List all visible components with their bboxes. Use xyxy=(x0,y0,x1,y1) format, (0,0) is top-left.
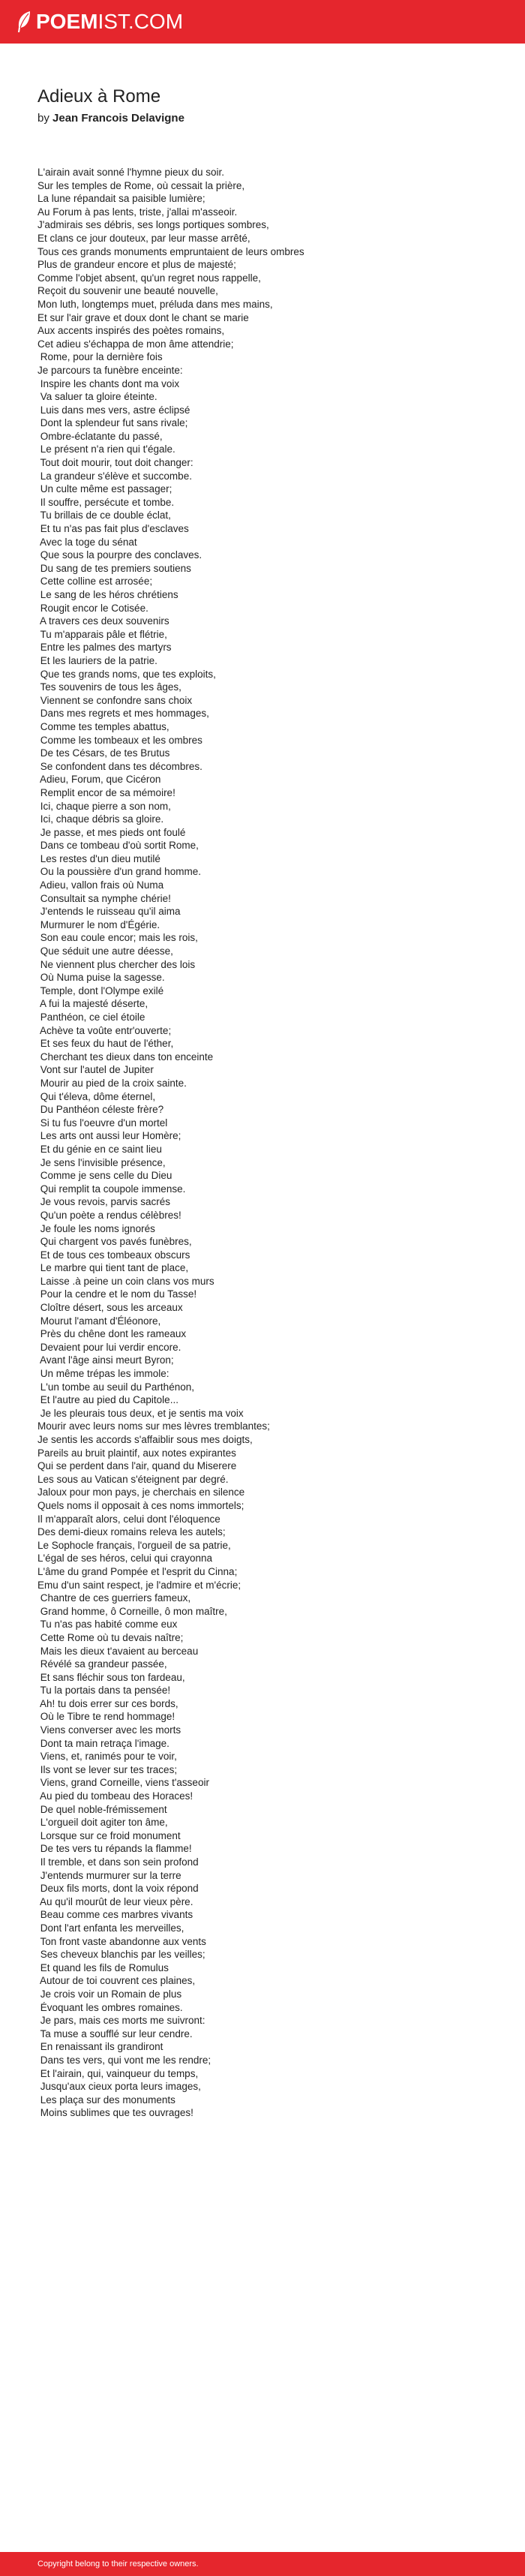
poem-line: Et sur l'air grave et doux dont le chant se marie xyxy=(38,311,249,323)
poem-line: Dont l'art enfanta les merveilles, xyxy=(38,1922,184,1934)
poem-line: Viens, et, ranimés pour te voir, xyxy=(38,1751,177,1763)
poem-line: Et sans fléchir sous ton fardeau, xyxy=(38,1671,185,1683)
poem-line: Tu m'apparais pâle et flétrie, xyxy=(38,628,167,640)
poem-line: Luis dans mes vers, astre éclipsé xyxy=(38,404,190,416)
poem-line: Avant l'âge ainsi meurt Byron; xyxy=(38,1354,174,1366)
logo-light: IST.COM xyxy=(98,10,184,33)
poem-line: Mourut l'amant d'Éléonore, xyxy=(38,1315,161,1327)
poem-line: Où le Tibre te rend hommage! xyxy=(38,1711,176,1723)
poem-line: Dont la splendeur fut sans rivale; xyxy=(38,417,188,429)
poem-line: Cette Rome où tu devais naître; xyxy=(38,1631,184,1643)
poem-line: Comme les tombeaux et les ombres xyxy=(38,734,202,746)
poem-line: Et de tous ces tombeaux obscurs xyxy=(38,1249,190,1261)
poem-line: Dans tes vers, qui vont me les rendre; xyxy=(38,2054,212,2066)
poem-line: J'entends le ruisseau qu'il aima xyxy=(38,906,181,918)
logo-bold: POEM xyxy=(36,10,98,33)
poem-line: En renaissant ils grandiront xyxy=(38,2041,164,2053)
poem-line: Et quand les fils de Romulus xyxy=(38,1961,169,1973)
poem-line: Je crois voir un Romain de plus xyxy=(38,1988,182,2000)
poem-line: Qui se perdent dans l'air, quand du Miserere xyxy=(38,1460,237,1472)
poem-line: Cloître désert, sous les arceaux xyxy=(38,1302,183,1314)
poem-line: Et clans ce jour douteux, par leur masse arrêté, xyxy=(38,232,250,244)
poem-line: Mourir au pied de la croix sainte. xyxy=(38,1077,187,1089)
poem-line: Moins sublimes que tes ouvrages! xyxy=(38,2107,194,2119)
poem-body xyxy=(38,166,510,2120)
poem-line: A fui la majesté déserte, xyxy=(38,998,148,1010)
poem-line: Le sang de les héros chrétiens xyxy=(38,589,178,600)
poem-line: L'un tombe au seuil du Parthénon, xyxy=(38,1381,194,1393)
logo-text xyxy=(36,10,183,34)
poem-line: Si tu fus l'oeuvre d'un mortel xyxy=(38,1117,168,1129)
poem-line: Tout doit mourir, tout doit changer: xyxy=(38,457,194,469)
poem-line: Au qu'il mourût de leur vieux père. xyxy=(38,1895,194,1907)
poem-line: Achève ta voûte entr'ouverte; xyxy=(38,1024,172,1036)
poem-line: Temple, dont l'Olympe exilé xyxy=(38,984,164,996)
poem-line: Ah! tu dois errer sur ces bords, xyxy=(38,1697,178,1709)
poem-line: Je les pleurais tous deux, et je sentis ma voix xyxy=(38,1407,244,1419)
poem-line: Tous ces grands monuments empruntaient de leurs ombres xyxy=(38,245,304,257)
poem-line: Au pied du tombeau des Horaces! xyxy=(38,1790,194,1802)
poem-line: Cet adieu s'échappa de mon âme attendrie; xyxy=(38,338,234,350)
poem-line: Beau comme ces marbres vivants xyxy=(38,1909,194,1921)
poem-line: La lune répandait sa paisible lumière; xyxy=(38,193,206,205)
poem-line: Mon luth, longtemps muet, préluda dans mes mains, xyxy=(38,298,273,310)
poem-line: Laisse .à peine un coin clans vos murs xyxy=(38,1275,214,1287)
feather-icon xyxy=(16,11,32,33)
poem-line: Cette colline est arrosée; xyxy=(38,576,153,588)
poem-line: Qu'un poète a rendus célèbres! xyxy=(38,1209,182,1221)
poem-line: Ombre-éclatante du passé, xyxy=(38,430,163,442)
poem-line: Qui t'éleva, dôme éternel, xyxy=(38,1090,156,1102)
poem-line: Comme je sens celle du Dieu xyxy=(38,1170,172,1182)
poem-line: Tu brillais de ce double éclat, xyxy=(38,509,171,522)
poem-line: Tu la portais dans ta pensée! xyxy=(38,1685,171,1697)
poem-line: Rome, pour la dernière fois xyxy=(38,351,163,363)
poem-line: Pour la cendre et le nom du Tasse! xyxy=(38,1288,197,1300)
poem-line: Va saluer ta gloire éteinte. xyxy=(38,391,158,403)
poem-line: Vont sur l'autel de Jupiter xyxy=(38,1064,154,1076)
poem-line: Et du génie en ce saint lieu xyxy=(38,1143,162,1155)
poem-line: Je parcours ta funèbre enceinte: xyxy=(38,364,183,376)
copyright-text: Copyright belong to their respective owners. xyxy=(38,2559,199,2568)
poem-line: Mourir avec leurs noms sur mes lèvres tremblantes; xyxy=(38,1420,270,1432)
poem-line: Viens, grand Corneille, viens t'asseoir xyxy=(38,1777,209,1789)
poem-line: Et l'airain, qui, vainqueur du temps, xyxy=(38,2067,199,2079)
poem-line: Dont ta main retraça l'image. xyxy=(38,1737,170,1749)
poem-line: Comme l'objet absent, qu'un regret nous rappelle, xyxy=(38,272,261,284)
poem-line: Ici, chaque débris sa gloire. xyxy=(38,813,164,825)
poem-line: Au Forum à pas lents, triste, j'allai m'asseoir. xyxy=(38,206,238,218)
poem-line: La grandeur s'élève et succombe. xyxy=(38,470,192,482)
poem-line: Jaloux pour mon pays, je cherchais en silence xyxy=(38,1486,245,1498)
poem-line: Remplit encor de sa mémoire! xyxy=(38,786,176,798)
poem-line: Les plaça sur des monuments xyxy=(38,2094,176,2106)
poem-line: Deux fils morts, dont la voix répond xyxy=(38,1883,199,1895)
poem-line: Aux accents inspirés des poètes romains, xyxy=(38,325,225,337)
byline xyxy=(38,111,184,126)
poem-line: Ton front vaste abandonne aux vents xyxy=(38,1935,206,1947)
poem-line: Que séduit une autre déesse, xyxy=(38,945,173,957)
poem-line: Jusqu'aux cieux porta leurs images, xyxy=(38,2081,201,2093)
poem-line: L'orgueil doit agiter ton âme, xyxy=(38,1817,168,1829)
poem-line: Comme tes temples abattus, xyxy=(38,720,170,732)
poem-line: Je passe, et mes pieds ont foulé xyxy=(38,826,186,838)
poem-line: Mais les dieux t'avaient au berceau xyxy=(38,1645,199,1657)
poem-line: Et ses feux du haut de l'éther, xyxy=(38,1038,174,1050)
poem-line: De tes vers tu répands la flamme! xyxy=(38,1843,192,1855)
poem-line: Panthéon, ce ciel étoile xyxy=(38,1011,146,1023)
poem-line: J'admirais ses débris, ses longs portiques sombres, xyxy=(38,219,269,231)
poem-line: Je vous revois, parvis sacrés xyxy=(38,1196,171,1208)
poem-line: L'âme du grand Pompée et l'esprit du Cinna; xyxy=(38,1565,238,1577)
poem-line: De quel noble-frémissement xyxy=(38,1803,167,1815)
poem-line: Du Panthéon céleste frère? xyxy=(38,1104,164,1116)
poem-line: Ils vont se lever sur tes traces; xyxy=(38,1763,178,1775)
poem-line: L'égal de ses héros, celui qui crayonna xyxy=(38,1553,212,1565)
poem-line: De tes Césars, de tes Brutus xyxy=(38,747,170,759)
poem-line: Ta muse a soufflé sur leur cendre. xyxy=(38,2027,193,2039)
poem-line: Autour de toi couvrent ces plaines, xyxy=(38,1975,196,1987)
poem-line: Dans ce tombeau d'où sortit Rome, xyxy=(38,840,199,852)
poem-line: Je sens l'invisible présence, xyxy=(38,1156,166,1168)
poem-line: Inspire les chants dont ma voix xyxy=(38,377,180,389)
poem-title: Adieux à Rome xyxy=(38,86,161,107)
footer xyxy=(0,2552,525,2576)
poem-line: Dans mes regrets et mes hommages, xyxy=(38,708,209,720)
poem-line: Et l'autre au pied du Capitole... xyxy=(38,1394,178,1406)
poem-line: Que sous la pourpre des conclaves. xyxy=(38,549,202,561)
poem-line: Ou la poussière d'un grand homme. xyxy=(38,866,201,878)
poem-line: A travers ces deux souvenirs xyxy=(38,615,170,627)
poem-line: Se confondent dans tes décombres. xyxy=(38,760,202,772)
poem-line: Qui remplit ta coupole immense. xyxy=(38,1183,186,1195)
poem-line: Viennent se confondre sans choix xyxy=(38,694,193,706)
poem-line: Et tu n'as pas fait plus d'esclaves xyxy=(38,523,189,535)
poem-line: Un culte même est passager; xyxy=(38,483,172,495)
poem-line: Devaient pour lui verdir encore. xyxy=(38,1341,182,1353)
poem-line: Près du chêne dont les rameaux xyxy=(38,1328,187,1340)
poem-line: Adieu, Forum, que Cicéron xyxy=(38,774,161,786)
poem-line: Un même trépas les immole: xyxy=(38,1368,170,1380)
poem-line: Cherchant tes dieux dans ton enceinte xyxy=(38,1051,214,1063)
poem-line: Révélé sa grandeur passée, xyxy=(38,1658,167,1670)
poem-line: Murmurer le nom d'Égérie. xyxy=(38,918,160,930)
poem-line: Je pars, mais ces morts me suivront: xyxy=(38,2015,206,2027)
poem-line: Emu d'un saint respect, je l'admire et m'écrie; xyxy=(38,1579,242,1591)
poem-line: L'airain avait sonné l'hymne pieux du soir. xyxy=(38,167,225,178)
poem-line: Évoquant les ombres romaines. xyxy=(38,2001,183,2013)
poem-line: Son eau coule encor; mais les rois, xyxy=(38,932,198,944)
poem-line: Grand homme, ô Corneille, ô mon maître, xyxy=(38,1605,227,1617)
poem-line: Du sang de tes premiers soutiens xyxy=(38,562,191,574)
poem-line: Le présent n'a rien qui t'égale. xyxy=(38,443,176,455)
poem-line: Plus de grandeur encore et plus de majesté; xyxy=(38,259,236,271)
poem-line: Qui chargent vos pavés funèbres, xyxy=(38,1236,192,1248)
poem-line: Entre les palmes des martyrs xyxy=(38,642,172,654)
poem-line: J'entends murmurer sur la terre xyxy=(38,1869,182,1881)
poem-line: Je sentis les accords s'affaiblir sous mes doigts, xyxy=(38,1434,253,1445)
site-logo[interactable] xyxy=(16,10,183,34)
poem-line: Où Numa puise la sagesse. xyxy=(38,972,165,984)
poem-line: Il tremble, et dans son sein profond xyxy=(38,1856,199,1868)
poem-line: Tu n'as pas habité comme eux xyxy=(38,1619,178,1631)
poem-line: Que tes grands noms, que tes exploits, xyxy=(38,668,216,680)
poem-line: Je foule les noms ignorés xyxy=(38,1222,155,1234)
poem-line: Et les lauriers de la patrie. xyxy=(38,654,158,666)
poem-line: Ne viennent plus chercher des lois xyxy=(38,958,196,970)
poem-line: Tes souvenirs de tous les âges, xyxy=(38,681,182,693)
poem-line: Ses cheveux blanchis par les veilles; xyxy=(38,1949,206,1961)
author-link[interactable]: Jean Francois Delavigne xyxy=(52,112,184,125)
poem-line: Il souffre, persécute et tombe. xyxy=(38,496,175,508)
poem-line: Le marbre qui tient tant de place, xyxy=(38,1262,189,1274)
poem-line: Il m'apparaît alors, celui dont l'éloquence xyxy=(38,1513,220,1525)
poem-line: Les arts ont aussi leur Homère; xyxy=(38,1130,182,1142)
poem-line: Ici, chaque pierre a son nom, xyxy=(38,800,171,812)
poem-line: Sur les temples de Rome, où cessait la prière, xyxy=(38,179,245,191)
poem-line: Avec la toge du sénat xyxy=(38,536,137,548)
poem-line: Pareils au bruit plaintif, aux notes expirantes xyxy=(38,1447,236,1459)
poem-line: Des demi-dieux romains releva les autels; xyxy=(38,1526,226,1538)
poem-line: Viens converser avec les morts xyxy=(38,1724,182,1736)
by-label: by xyxy=(38,112,50,125)
top-bar xyxy=(0,0,525,44)
poem-line: Adieu, vallon frais où Numa xyxy=(38,879,164,891)
poem-line: Rougit encor le Cotisée. xyxy=(38,602,148,614)
poem-line: Les restes d'un dieu mutilé xyxy=(38,852,160,864)
poem-line: Chantre de ces guerriers fameux, xyxy=(38,1592,191,1604)
poem-line: Le Sophocle français, l'orgueil de sa patrie, xyxy=(38,1539,231,1551)
poem-line: Quels noms il opposait à ces noms immortels; xyxy=(38,1499,244,1511)
poem-line: Les sous au Vatican s'éteignent par degré. xyxy=(38,1473,229,1485)
poem-line: Reçoit du souvenir une beauté nouvelle, xyxy=(38,285,218,297)
poem-line: Lorsque sur ce froid monument xyxy=(38,1829,181,1841)
poem-line: Consultait sa nymphe chérie! xyxy=(38,892,171,904)
